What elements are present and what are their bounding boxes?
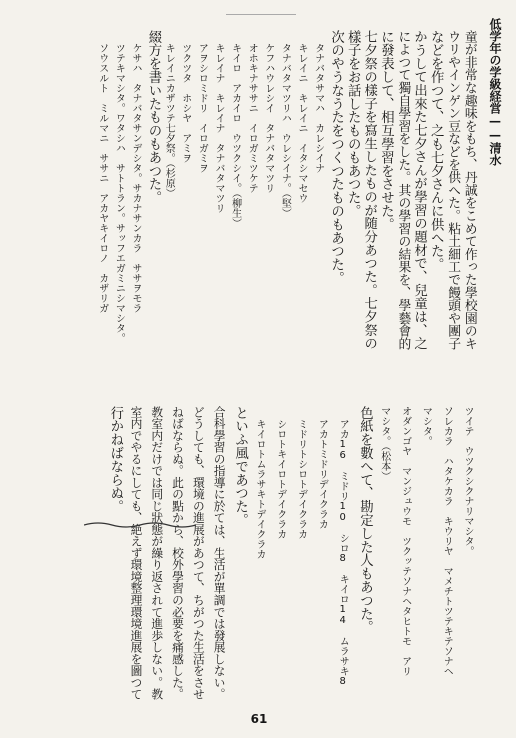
running-header: 低学年の学級経営——清水 [488, 18, 502, 166]
section-divider [84, 520, 196, 530]
text-column: 色紙を數へて、勘定した人もあつた。 [357, 406, 373, 634]
scan-mark [226, 14, 296, 15]
text-column: ウリやインゲン豆などを供へた。粘土細工で饅頭や團子 [445, 30, 461, 350]
katakana-line: キイロ アカイロ ウツクシイ。（柳生） [229, 43, 241, 228]
katakana-line: タナバタサマハ カレシイナ [312, 43, 324, 173]
katakana-line: ケサハ タナバタサンデシタ。サカナサンカラ ササヲモラ [130, 43, 141, 313]
text-column: 教室内だけでは同じ狀態が繰り返されて進歩しない。教 [149, 406, 164, 700]
katakana-line: アカトミドリデイクラカ [316, 419, 328, 529]
katakana-line: ソウスルト ミルマニ ササニ アカヤキイロノ カザリガ [96, 43, 108, 313]
text-column: によつて獨自學習をした。其の學習の結果を、學藝會的 [395, 30, 411, 350]
katakana-line: アカ16 ミドリ10 シロ8 キイロ14 ムラサキ8 [337, 419, 349, 687]
text-column: 七夕祭の樣子を寫生したものが随分あつた。七夕祭の [361, 30, 377, 350]
katakana-line: ミドリトシロトデイクラカ [295, 419, 307, 539]
text-column: 次のやうなうたをつくつたものもあつた。 [328, 30, 344, 285]
text-column: かうして出來た七夕さんが學習の題材で、兒童は、之 [411, 30, 427, 350]
text-column: 綴方を書いたものもあつた。 [146, 30, 161, 205]
katakana-line: オホキナササニ イロガミツケテ [246, 43, 258, 193]
katakana-line: オダンゴヤ マンジュウモ ツクッテソナヘタヒトモ アリ [399, 406, 411, 676]
text-column: 行かねばならぬ。 [107, 406, 123, 514]
katakana-line: タナバタマツリハ ウレシイナ。（堅） [279, 43, 291, 218]
text-column: 合科學習の指導に於ては、生活が單調では發展しない。 [212, 406, 227, 700]
katakana-line: シロトキイロトデイクラカ [274, 419, 286, 539]
katakana-line: ツイテ ウツクシクナリマシタ。 [462, 406, 473, 556]
katakana-line: マシタ。（松本） [378, 406, 390, 481]
page-number: 61 [250, 712, 268, 726]
katakana-line: キレイナ キレイナ タナバタマツリ [213, 43, 224, 213]
text-column: などを作つて、之も七夕さんに供へた。 [428, 30, 444, 272]
katakana-line: アヲシロミドリ イロガミヲ [196, 43, 208, 173]
katakana-line: キレイニカザツテ七夕祭。（杉原） [163, 43, 175, 198]
text-column: ねばならぬ。此の點から、校外學習の必要を痛感した。 [170, 406, 185, 700]
text-column: 室内でやるにしても、絶えず環境整理環境進展を圖つて [128, 406, 143, 700]
text-column: といふ風であつた。 [232, 406, 248, 527]
katakana-line: ツクツタ ホシヤ アミヲ [179, 43, 191, 163]
text-column: 樣子をお話したものもあつた。 [345, 30, 361, 218]
katakana-line: ケフハウレシイ タナバタマツリ [262, 43, 274, 193]
katakana-line: ソレカラ ハタケカラ キウリヤ マメチトツテキテソナヘ [441, 406, 453, 676]
text-column: どうしても、環境の進展があつて、ちがつた生活をさせ [191, 406, 206, 700]
katakana-line: マシタ。 [420, 406, 432, 446]
text-column: 童が非常な趣味をもち、丹誠をこめて作った學校園のキ [461, 30, 477, 350]
katakana-line: キレイニ キレイニ イタシマセウ [296, 43, 307, 203]
katakana-line: ツテキマシタ。ワタシハ サトトラン。サッフエガミニシマシタ。 [113, 43, 125, 343]
katakana-line: キイロトムラサキトデイクラカ [254, 419, 265, 559]
text-column: に發表して、相互學習をさせた。 [378, 30, 394, 231]
